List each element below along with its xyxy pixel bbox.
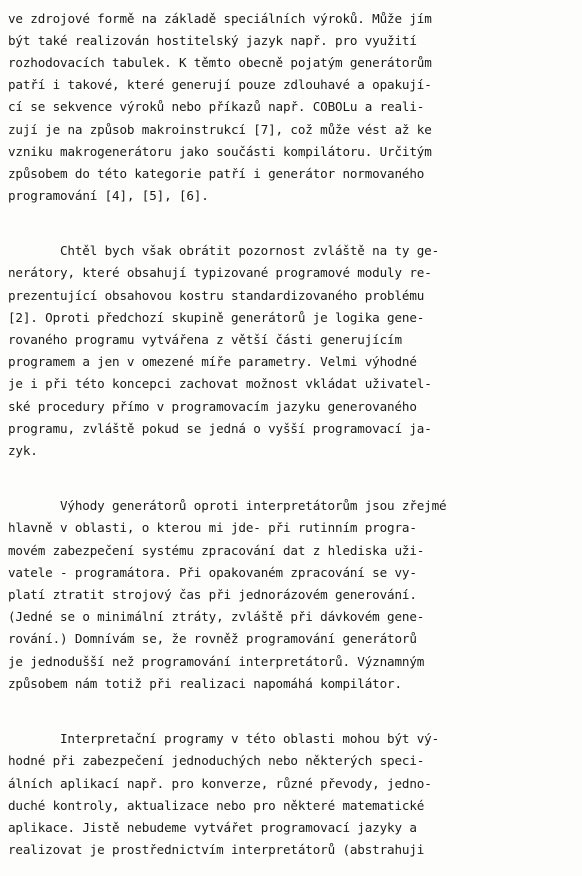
text-line: ské procedury přímo v programovacím jazyku generovaného	[8, 399, 417, 414]
text-line: álních aplikací např. pro konverze, různé převody, jedno-	[8, 776, 432, 791]
text-line: realizovat je prostřednictvím interpretátorů (abstrahuji	[8, 842, 425, 857]
text-line: programu, zvláště pokud se jedná o vyšší programovací ja-	[8, 421, 432, 436]
text-line: je i při této koncepci zachovat možnost vkládat uživatel-	[8, 376, 432, 391]
text-line: zyk.	[8, 443, 38, 458]
text-line: Chtěl bych však obrátit pozornost zvláště na ty ge-	[60, 243, 440, 258]
text-line: je jednodušší než programování interpretátorů. Významným	[8, 654, 425, 669]
text-line: být také realizován hostitelský jazyk např. pro využití	[8, 33, 417, 48]
text-line: patří i takové, které generují pouze zdlouhavé a opakují-	[8, 77, 432, 92]
text-line: cí se sekvence výroků nebo příkazů např. COBOLu a reali-	[8, 99, 425, 114]
text-line: rování.) Domnívám se, že rovněž programování generátorů	[8, 631, 417, 646]
text-line: (Jedné se o minimální ztráty, zvláště při dávkovém gene-	[8, 609, 425, 624]
text-line: programování [4], [5], [6].	[8, 188, 209, 203]
text-line: rozhodovacích tabulek. K těmto obecně pojatým generátorům	[8, 55, 432, 70]
text-line: aplikace. Jistě nebudeme vytvářet programovací jazyky a	[8, 820, 417, 835]
text-line: movém zabezpečení systému zpracování dat z hlediska uži-	[8, 543, 425, 558]
text-line: duché kontroly, aktualizace nebo pro některé matematické	[8, 798, 425, 813]
text-line: hlavně v oblasti, o kterou mi jde- při rutinním progra-	[8, 520, 417, 535]
text-line: rovaného programu vytvářena z větší části generujícím	[8, 332, 402, 347]
text-line: ve zdrojové formě na základě speciálních výroků. Může jím	[8, 11, 432, 26]
text-line: Výhody generátorů oproti interpretátorům jsou zřejmé	[60, 498, 447, 513]
text-line: nerátory, které obsahují typizované programové moduly re-	[8, 265, 432, 280]
text-line: zují je na způsob makroinstrukcí [7], což může vést až ke	[8, 122, 432, 137]
text-line: Interpretační programy v této oblasti mohou být vý-	[60, 731, 440, 746]
text-line: způsobem do této kategorie patří i generátor normovaného	[8, 166, 425, 181]
text-line: způsobem nám totiž při realizaci napomáhá kompilátor.	[8, 676, 402, 691]
text-line: [2]. Oproti předchozí skupině generátorů je logika gene-	[8, 310, 425, 325]
text-line: platí ztratit strojový čas při jednorázovém generování.	[8, 587, 417, 602]
text-line: vzniku makrogenerátoru jako součásti kompilátoru. Určitým	[8, 144, 432, 159]
text-line: prezentující obsahovou kostru standardizovaného problému	[8, 288, 425, 303]
text-line: programem a jen v omezené míře parametry. Velmi výhodné	[8, 354, 417, 369]
text-line: hodné při zabezpečení jednoduchých nebo některých speci-	[8, 753, 425, 768]
text-line: vatele - programátora. Při opakovaném zpracování se vy-	[8, 565, 417, 580]
